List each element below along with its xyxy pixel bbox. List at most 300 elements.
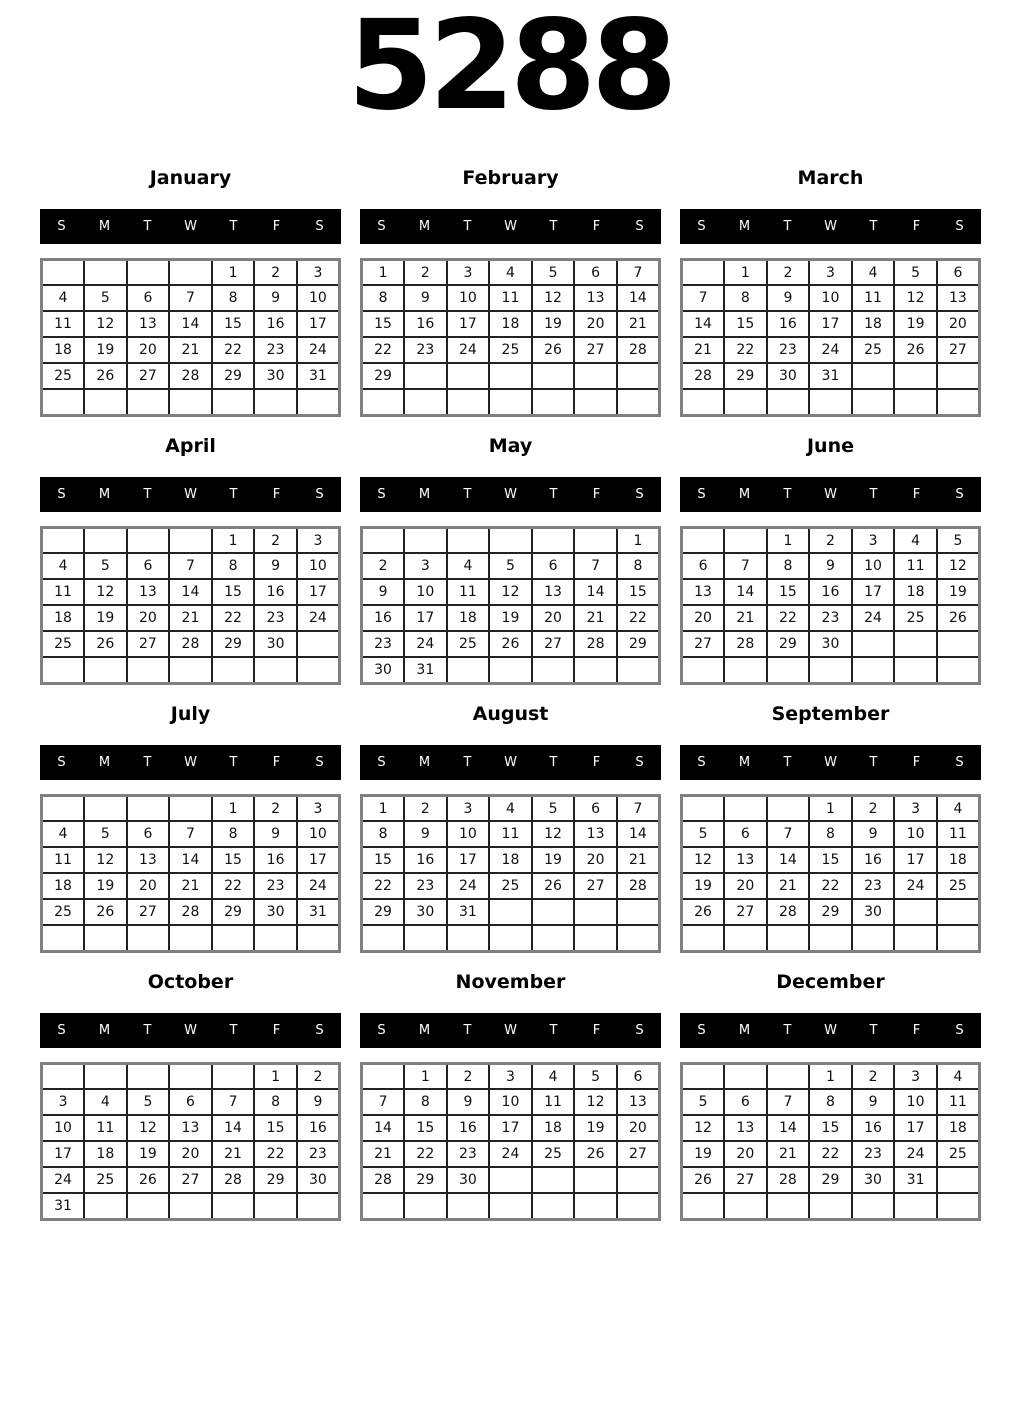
day-cell: 23 [852, 873, 895, 899]
weekday-label: F [592, 1022, 601, 1038]
day-cell: 10 [489, 1089, 532, 1115]
weekday-label: S [377, 754, 386, 770]
empty-day-cell [42, 795, 85, 821]
month-days-table [360, 526, 661, 685]
empty-day-cell [404, 1193, 447, 1219]
day-cell: 20 [617, 1115, 660, 1141]
weekday-label: T [869, 486, 878, 502]
empty-day-cell [682, 925, 725, 951]
day-cell: 21 [169, 337, 212, 363]
day-cell: 22 [809, 1141, 852, 1167]
day-cell: 9 [404, 285, 447, 311]
day-cell: 10 [809, 285, 852, 311]
weekday-label: S [377, 218, 386, 234]
empty-day-cell [894, 1193, 937, 1219]
day-cell: 22 [362, 337, 405, 363]
week-row [362, 821, 660, 847]
empty-day-cell [937, 389, 980, 415]
day-cell: 26 [937, 605, 980, 631]
day-cell: 3 [42, 1089, 85, 1115]
day-cell: 22 [212, 605, 255, 631]
day-cell: 4 [937, 1063, 980, 1089]
empty-day-cell [169, 925, 212, 951]
day-cell: 10 [894, 1089, 937, 1115]
week-row [42, 337, 340, 363]
day-cell: 5 [682, 1089, 725, 1115]
weekday-label: M [738, 1022, 751, 1038]
week-row [682, 1115, 980, 1141]
empty-day-cell [42, 657, 85, 683]
empty-day-cell [682, 795, 725, 821]
day-cell: 2 [254, 259, 297, 285]
day-cell: 27 [682, 631, 725, 657]
week-row [362, 363, 660, 389]
month-title: December [776, 970, 885, 993]
month-block [680, 970, 981, 1221]
day-cell: 9 [767, 285, 810, 311]
empty-day-cell [532, 1167, 575, 1193]
day-cell: 18 [447, 605, 490, 631]
month-block [360, 970, 661, 1221]
empty-day-cell [362, 925, 405, 951]
day-cell: 26 [84, 363, 127, 389]
day-cell: 24 [404, 631, 447, 657]
day-cell: 6 [724, 1089, 767, 1115]
week-row [682, 363, 980, 389]
weekday-label: T [143, 1022, 152, 1038]
weekday-header-bar [360, 745, 661, 780]
empty-day-cell [254, 389, 297, 415]
day-cell: 31 [404, 657, 447, 683]
week-row [682, 311, 980, 337]
day-cell: 5 [489, 553, 532, 579]
day-cell: 12 [489, 579, 532, 605]
day-cell: 1 [362, 259, 405, 285]
day-cell: 1 [212, 795, 255, 821]
empty-day-cell [84, 389, 127, 415]
empty-day-cell [169, 259, 212, 285]
weekday-label: F [592, 218, 601, 234]
day-cell: 15 [362, 311, 405, 337]
day-cell: 30 [254, 899, 297, 925]
day-cell: 13 [574, 285, 617, 311]
empty-day-cell [447, 657, 490, 683]
day-cell: 4 [42, 821, 85, 847]
empty-day-cell [127, 259, 170, 285]
day-cell: 28 [362, 1167, 405, 1193]
weekday-label: T [463, 218, 472, 234]
week-row [362, 527, 660, 553]
empty-day-cell [724, 1063, 767, 1089]
weekday-label: T [869, 1022, 878, 1038]
day-cell: 17 [447, 311, 490, 337]
day-cell: 28 [617, 873, 660, 899]
day-cell: 24 [297, 605, 340, 631]
day-cell: 2 [254, 795, 297, 821]
day-cell: 27 [169, 1167, 212, 1193]
weekday-label: T [229, 218, 238, 234]
day-cell: 10 [297, 285, 340, 311]
day-cell: 29 [767, 631, 810, 657]
day-cell: 3 [852, 527, 895, 553]
empty-day-cell [42, 527, 85, 553]
weekday-label: S [635, 218, 644, 234]
week-row [682, 285, 980, 311]
empty-day-cell [254, 657, 297, 683]
month-block [680, 166, 981, 417]
empty-day-cell [404, 389, 447, 415]
day-cell: 24 [852, 605, 895, 631]
week-row [42, 925, 340, 951]
empty-day-cell [894, 631, 937, 657]
weekday-header-bar [680, 745, 981, 780]
week-row [362, 847, 660, 873]
day-cell: 22 [212, 873, 255, 899]
day-cell: 6 [937, 259, 980, 285]
day-cell: 7 [617, 795, 660, 821]
empty-day-cell [617, 899, 660, 925]
day-cell: 29 [809, 899, 852, 925]
week-row [682, 657, 980, 683]
day-cell: 21 [617, 311, 660, 337]
day-cell: 2 [404, 795, 447, 821]
empty-day-cell [532, 899, 575, 925]
day-cell: 22 [362, 873, 405, 899]
weekday-label: M [738, 486, 751, 502]
empty-day-cell [724, 925, 767, 951]
day-cell: 4 [532, 1063, 575, 1089]
day-cell: 9 [447, 1089, 490, 1115]
month-title: September [771, 702, 890, 725]
day-cell: 26 [532, 873, 575, 899]
day-cell: 5 [682, 821, 725, 847]
empty-day-cell [297, 925, 340, 951]
day-cell: 13 [724, 1115, 767, 1141]
day-cell: 10 [42, 1115, 85, 1141]
day-cell: 14 [767, 1115, 810, 1141]
empty-day-cell [724, 527, 767, 553]
day-cell: 3 [894, 795, 937, 821]
day-cell: 2 [297, 1063, 340, 1089]
day-cell: 1 [767, 527, 810, 553]
weekday-label: W [184, 486, 197, 502]
day-cell: 12 [682, 1115, 725, 1141]
weekday-label: W [184, 754, 197, 770]
empty-day-cell [852, 1193, 895, 1219]
weekday-label: F [272, 754, 281, 770]
day-cell: 1 [362, 795, 405, 821]
day-cell: 6 [617, 1063, 660, 1089]
day-cell: 19 [127, 1141, 170, 1167]
empty-day-cell [532, 527, 575, 553]
day-cell: 5 [532, 795, 575, 821]
day-cell: 20 [937, 311, 980, 337]
day-cell: 8 [362, 821, 405, 847]
empty-day-cell [574, 925, 617, 951]
day-cell: 15 [212, 579, 255, 605]
day-cell: 17 [852, 579, 895, 605]
day-cell: 11 [937, 821, 980, 847]
day-cell: 9 [254, 553, 297, 579]
week-row [682, 259, 980, 285]
day-cell: 4 [894, 527, 937, 553]
day-cell: 11 [447, 579, 490, 605]
day-cell: 8 [254, 1089, 297, 1115]
day-cell: 17 [809, 311, 852, 337]
day-cell: 19 [682, 1141, 725, 1167]
empty-day-cell [532, 363, 575, 389]
day-cell: 23 [404, 337, 447, 363]
day-cell: 22 [404, 1141, 447, 1167]
weekday-label: T [549, 218, 558, 234]
day-cell: 10 [297, 821, 340, 847]
day-cell: 24 [894, 1141, 937, 1167]
week-row [42, 553, 340, 579]
day-cell: 10 [447, 285, 490, 311]
weekday-label: T [463, 754, 472, 770]
weekday-label: F [272, 218, 281, 234]
month-days-table [40, 526, 341, 685]
day-cell: 8 [809, 1089, 852, 1115]
day-cell: 11 [489, 285, 532, 311]
day-cell: 11 [894, 553, 937, 579]
day-cell: 7 [682, 285, 725, 311]
day-cell: 5 [574, 1063, 617, 1089]
week-row [362, 631, 660, 657]
week-row [42, 1115, 340, 1141]
month-days-table [40, 1062, 341, 1221]
empty-day-cell [212, 389, 255, 415]
day-cell: 12 [682, 847, 725, 873]
empty-day-cell [767, 1063, 810, 1089]
day-cell: 23 [297, 1141, 340, 1167]
day-cell: 10 [404, 579, 447, 605]
day-cell: 13 [169, 1115, 212, 1141]
day-cell: 29 [809, 1167, 852, 1193]
empty-day-cell [127, 657, 170, 683]
day-cell: 3 [447, 259, 490, 285]
empty-day-cell [404, 527, 447, 553]
day-cell: 29 [212, 363, 255, 389]
month-title: February [462, 166, 559, 189]
empty-day-cell [682, 259, 725, 285]
week-row [42, 605, 340, 631]
day-cell: 25 [852, 337, 895, 363]
day-cell: 15 [254, 1115, 297, 1141]
day-cell: 27 [127, 899, 170, 925]
day-cell: 16 [852, 847, 895, 873]
weekday-label: T [549, 486, 558, 502]
empty-day-cell [84, 527, 127, 553]
day-cell: 7 [767, 1089, 810, 1115]
day-cell: 28 [169, 363, 212, 389]
empty-day-cell [617, 1167, 660, 1193]
day-cell: 31 [809, 363, 852, 389]
month-title: May [488, 434, 533, 457]
day-cell: 17 [447, 847, 490, 873]
day-cell: 31 [447, 899, 490, 925]
day-cell: 24 [809, 337, 852, 363]
weekday-label: F [272, 1022, 281, 1038]
day-cell: 16 [254, 847, 297, 873]
empty-day-cell [532, 1193, 575, 1219]
day-cell: 18 [84, 1141, 127, 1167]
day-cell: 24 [447, 873, 490, 899]
weekday-label: T [143, 486, 152, 502]
day-cell: 31 [297, 363, 340, 389]
day-cell: 30 [767, 363, 810, 389]
month-title: August [472, 702, 549, 725]
day-cell: 25 [42, 631, 85, 657]
empty-day-cell [404, 925, 447, 951]
day-cell: 27 [937, 337, 980, 363]
day-cell: 4 [447, 553, 490, 579]
day-cell: 16 [297, 1115, 340, 1141]
month-title: July [170, 702, 211, 725]
weekday-label: S [697, 486, 706, 502]
day-cell: 8 [212, 285, 255, 311]
day-cell: 7 [617, 259, 660, 285]
week-row [42, 1089, 340, 1115]
day-cell: 13 [127, 579, 170, 605]
month-title: April [165, 434, 216, 457]
day-cell: 23 [254, 873, 297, 899]
day-cell: 22 [212, 337, 255, 363]
empty-day-cell [852, 363, 895, 389]
empty-day-cell [682, 1193, 725, 1219]
empty-day-cell [127, 389, 170, 415]
week-row [42, 579, 340, 605]
day-cell: 5 [894, 259, 937, 285]
month-days-table [40, 794, 341, 953]
empty-day-cell [212, 925, 255, 951]
day-cell: 5 [84, 285, 127, 311]
day-cell: 14 [617, 285, 660, 311]
month-days-table [40, 258, 341, 417]
day-cell: 8 [617, 553, 660, 579]
day-cell: 27 [127, 363, 170, 389]
day-cell: 19 [894, 311, 937, 337]
month-block [40, 166, 341, 417]
day-cell: 25 [42, 899, 85, 925]
day-cell: 30 [297, 1167, 340, 1193]
day-cell: 28 [212, 1167, 255, 1193]
day-cell: 13 [937, 285, 980, 311]
empty-day-cell [937, 631, 980, 657]
day-cell: 15 [362, 847, 405, 873]
empty-day-cell [724, 795, 767, 821]
day-cell: 29 [212, 631, 255, 657]
day-cell: 26 [682, 1167, 725, 1193]
empty-day-cell [937, 1167, 980, 1193]
day-cell: 17 [894, 1115, 937, 1141]
empty-day-cell [937, 899, 980, 925]
weekday-label: S [57, 1022, 66, 1038]
empty-day-cell [767, 1193, 810, 1219]
day-cell: 2 [254, 527, 297, 553]
day-cell: 27 [574, 873, 617, 899]
weekday-label: W [824, 754, 837, 770]
day-cell: 16 [447, 1115, 490, 1141]
empty-day-cell [894, 925, 937, 951]
day-cell: 14 [724, 579, 767, 605]
day-cell: 18 [937, 1115, 980, 1141]
empty-day-cell [84, 657, 127, 683]
week-row [682, 527, 980, 553]
day-cell: 10 [447, 821, 490, 847]
weekday-label: T [143, 754, 152, 770]
empty-day-cell [362, 1193, 405, 1219]
weekday-label: T [549, 1022, 558, 1038]
month-block [360, 166, 661, 417]
day-cell: 29 [617, 631, 660, 657]
day-cell: 11 [937, 1089, 980, 1115]
day-cell: 13 [532, 579, 575, 605]
day-cell: 24 [489, 1141, 532, 1167]
week-row [362, 899, 660, 925]
empty-day-cell [169, 1063, 212, 1089]
day-cell: 19 [532, 847, 575, 873]
weekday-header-bar [40, 1013, 341, 1048]
month-block [360, 434, 661, 685]
day-cell: 12 [574, 1089, 617, 1115]
day-cell: 6 [574, 795, 617, 821]
weekday-label: S [697, 754, 706, 770]
day-cell: 9 [362, 579, 405, 605]
day-cell: 8 [212, 553, 255, 579]
empty-day-cell [127, 795, 170, 821]
day-cell: 13 [724, 847, 767, 873]
empty-day-cell [617, 657, 660, 683]
day-cell: 25 [937, 873, 980, 899]
day-cell: 23 [767, 337, 810, 363]
day-cell: 11 [532, 1089, 575, 1115]
month-block [360, 702, 661, 953]
day-cell: 26 [489, 631, 532, 657]
day-cell: 30 [254, 363, 297, 389]
weekday-label: M [418, 486, 431, 502]
day-cell: 14 [212, 1115, 255, 1141]
day-cell: 9 [809, 553, 852, 579]
day-cell: 17 [489, 1115, 532, 1141]
week-row [42, 657, 340, 683]
empty-day-cell [852, 925, 895, 951]
day-cell: 20 [724, 873, 767, 899]
empty-day-cell [489, 1193, 532, 1219]
day-cell: 13 [682, 579, 725, 605]
day-cell: 28 [169, 899, 212, 925]
weekday-label: T [229, 486, 238, 502]
weekday-label: F [912, 754, 921, 770]
day-cell: 30 [852, 1167, 895, 1193]
week-row [42, 899, 340, 925]
week-row [682, 1063, 980, 1089]
day-cell: 3 [489, 1063, 532, 1089]
day-cell: 25 [937, 1141, 980, 1167]
empty-day-cell [84, 259, 127, 285]
month-title: November [455, 970, 566, 993]
day-cell: 19 [84, 337, 127, 363]
week-row [682, 631, 980, 657]
weekday-label: S [955, 754, 964, 770]
empty-day-cell [617, 363, 660, 389]
day-cell: 9 [254, 285, 297, 311]
day-cell: 28 [767, 1167, 810, 1193]
empty-day-cell [724, 389, 767, 415]
day-cell: 29 [724, 363, 767, 389]
day-cell: 30 [809, 631, 852, 657]
weekday-label: T [869, 754, 878, 770]
